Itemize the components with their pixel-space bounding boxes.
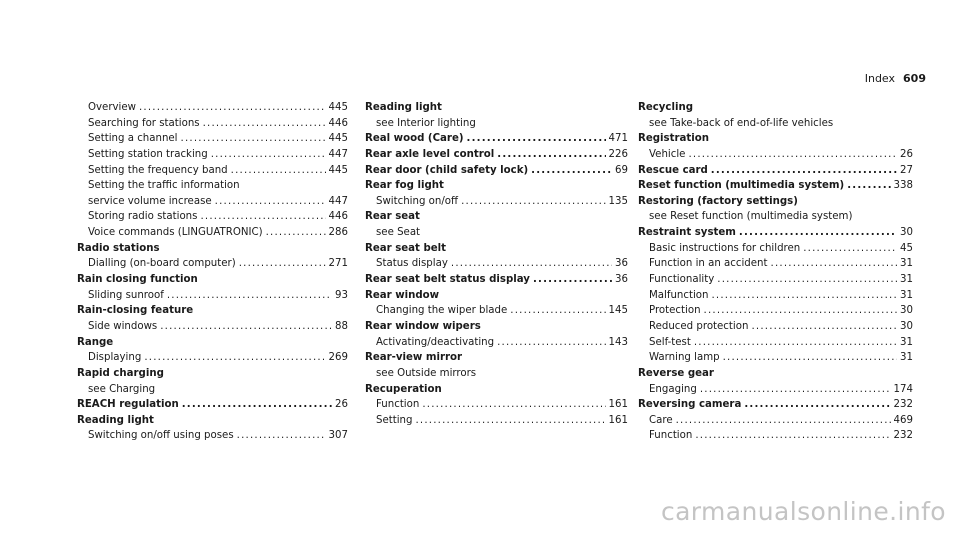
page-reference: 69 — [615, 164, 628, 176]
dot-leader — [461, 194, 605, 210]
entry-label: Rear axle level control — [365, 148, 495, 160]
index-subentry — [638, 428, 913, 444]
page-reference: 269 — [328, 352, 348, 364]
index-entry — [365, 241, 628, 257]
dot-leader — [215, 194, 326, 210]
page-reference: 445 — [328, 102, 348, 113]
index-subentry — [365, 413, 628, 429]
entry-label: Warning lamp — [649, 352, 720, 364]
index-subentry — [77, 288, 348, 304]
index-entry — [638, 366, 913, 382]
page-reference: 31 — [900, 258, 913, 270]
index-subentry — [77, 350, 348, 366]
entry-label: Changing the wiper blade — [376, 305, 508, 317]
index-subentry — [638, 272, 913, 288]
page-reference: 469 — [893, 414, 913, 426]
page-reference: 135 — [608, 195, 628, 207]
entry-label: Function — [649, 430, 693, 442]
dot-leader — [211, 147, 326, 163]
page-reference: 447 — [328, 195, 348, 207]
dot-leader — [531, 163, 612, 179]
index-entry — [77, 303, 348, 319]
entry-label: see Interior lighting — [376, 117, 476, 129]
page-reference: 226 — [608, 148, 628, 160]
dot-leader — [160, 319, 332, 335]
index-subentry — [77, 382, 348, 398]
index-entry — [77, 366, 348, 382]
index-subentry — [77, 178, 348, 194]
entry-label: Protection — [649, 305, 701, 317]
entry-label: Self-test — [649, 336, 691, 348]
index-entry — [638, 100, 913, 116]
entry-label: Radio stations — [77, 242, 160, 254]
index-subentry — [77, 131, 348, 147]
index-subentry — [77, 209, 348, 225]
page-reference: 27 — [900, 164, 913, 176]
index-entry — [77, 272, 348, 288]
entry-label: Setting the traffic information — [88, 180, 240, 192]
entry-label: Range — [77, 336, 114, 348]
entry-label: Reduced protection — [649, 320, 749, 332]
page-reference: 31 — [900, 289, 913, 301]
entry-label: see Charging — [88, 383, 156, 395]
index-subentry — [638, 209, 913, 225]
page-header — [865, 72, 926, 86]
entry-label: Side windows — [88, 320, 158, 332]
entry-label: Rescue card — [638, 164, 708, 176]
entry-label: Rear seat belt status display — [365, 274, 530, 286]
index-column-1 — [77, 100, 348, 444]
entry-label: Rear window wipers — [365, 320, 481, 332]
index-subentry — [77, 256, 348, 272]
index-subentry — [77, 428, 348, 444]
index-subentry — [365, 194, 628, 210]
dot-leader — [533, 272, 612, 288]
entry-label: Reading light — [77, 414, 154, 426]
index-subentry — [77, 194, 348, 210]
entry-label: see Take-back of end-of-life vehicles — [649, 117, 834, 129]
entry-label: Storing radio stations — [88, 211, 198, 223]
index-entry — [638, 194, 913, 210]
index-subentry — [638, 413, 913, 429]
index-subentry — [77, 100, 348, 116]
index-subentry — [638, 319, 913, 335]
index-entry — [77, 241, 348, 257]
index-subentry — [77, 319, 348, 335]
index-entry — [638, 131, 913, 147]
page-reference: 471 — [608, 133, 628, 145]
index-entry — [365, 100, 628, 116]
index-entry — [365, 382, 628, 398]
entry-label: Rear window — [365, 289, 440, 301]
dot-leader — [200, 209, 325, 225]
entry-label: Rear seat belt — [365, 242, 447, 254]
page-reference: 45 — [900, 242, 913, 254]
index-entry — [77, 413, 348, 429]
entry-label: Switching on/off — [376, 195, 459, 207]
entry-label: Dialling (on-board computer) — [88, 258, 236, 270]
page-reference: 174 — [893, 383, 913, 395]
entry-label: Switching on/off using poses — [88, 430, 234, 442]
page-reference: 30 — [900, 320, 913, 332]
header-title: Index — [864, 72, 896, 85]
page-reference: 447 — [328, 148, 348, 160]
page-reference: 36 — [615, 274, 628, 286]
index-subentry — [638, 241, 913, 257]
entry-label: Rear-view mirror — [365, 352, 463, 364]
index-subentry — [77, 163, 348, 179]
entry-label: Engaging — [649, 383, 697, 395]
entry-label: Voice commands (LINGUATRONIC) — [88, 227, 263, 239]
page-reference: 445 — [328, 164, 348, 176]
dot-leader — [717, 272, 897, 288]
dot-leader — [700, 382, 891, 398]
entry-label: Displaying — [88, 352, 142, 364]
index-entry — [365, 288, 628, 304]
watermark-text: carmanualsonline.info — [660, 497, 946, 526]
entry-label: Recuperation — [365, 383, 442, 395]
entry-label: Rain-closing feature — [77, 305, 194, 317]
dot-leader — [422, 397, 605, 413]
page-reference: 145 — [608, 305, 628, 317]
page-reference: 338 — [893, 180, 913, 192]
index-subentry — [638, 288, 913, 304]
dot-leader — [694, 335, 897, 351]
page-reference: 161 — [608, 399, 628, 411]
entry-label: Setting a channel — [88, 133, 178, 145]
page-number: 609 — [903, 72, 926, 85]
entry-label: Setting — [376, 414, 413, 426]
dot-leader — [744, 397, 890, 413]
dot-leader — [803, 241, 897, 257]
entry-label: Setting the frequency band — [88, 164, 228, 176]
page-reference: 31 — [900, 274, 913, 286]
index-subentry — [77, 116, 348, 132]
index-subentry — [638, 350, 913, 366]
page-reference: 26 — [900, 148, 913, 160]
index-entry — [365, 272, 628, 288]
entry-label: Rear seat — [365, 211, 420, 223]
dot-leader — [771, 256, 898, 272]
page-reference: 161 — [608, 414, 628, 426]
dot-leader — [451, 256, 612, 272]
entry-label: Searching for stations — [88, 117, 200, 129]
entry-label: Recycling — [638, 102, 694, 113]
dot-leader — [497, 335, 605, 351]
dot-leader — [181, 131, 326, 147]
page-reference: 445 — [328, 133, 348, 145]
dot-leader — [237, 428, 326, 444]
index-subentry — [365, 303, 628, 319]
dot-leader — [751, 319, 897, 335]
index-entry — [365, 178, 628, 194]
entry-label: Sliding sunroof — [88, 289, 164, 301]
index-subentry — [638, 116, 913, 132]
page-reference: 30 — [900, 305, 913, 317]
page-reference: 232 — [893, 399, 913, 411]
dot-leader — [711, 288, 897, 304]
index-entry — [365, 319, 628, 335]
dot-leader — [467, 131, 606, 147]
page-reference: 30 — [900, 227, 913, 239]
index-subentry — [365, 225, 628, 241]
entry-label: Setting station tracking — [88, 148, 208, 160]
dot-leader — [676, 413, 891, 429]
index-entry — [365, 147, 628, 163]
page-reference: 31 — [900, 352, 913, 364]
dot-leader — [723, 350, 897, 366]
index-subentry — [77, 147, 348, 163]
index-subentry — [638, 256, 913, 272]
page-reference: 143 — [608, 336, 628, 348]
entry-label: Reading light — [365, 102, 442, 113]
entry-label: Care — [649, 414, 673, 426]
index-subentry — [638, 335, 913, 351]
index-entry — [77, 335, 348, 351]
dot-leader — [139, 100, 326, 116]
index-subentry — [365, 116, 628, 132]
entry-label: Vehicle — [649, 148, 686, 160]
entry-label: Reverse gear — [638, 367, 714, 379]
page-reference: 446 — [328, 117, 348, 129]
entry-label: Rain closing function — [77, 274, 198, 286]
dot-leader — [182, 397, 332, 413]
index-subentry — [365, 397, 628, 413]
index-entry — [365, 131, 628, 147]
entry-label: Rear fog light — [365, 180, 444, 192]
entry-label: Reversing camera — [638, 399, 742, 411]
page-reference: 36 — [615, 258, 628, 270]
index-entry — [638, 225, 913, 241]
index-subentry — [77, 225, 348, 241]
index-entry — [365, 209, 628, 225]
entry-label: Malfunction — [649, 289, 709, 301]
entry-label: Restraint system — [638, 227, 736, 239]
dot-leader — [739, 225, 897, 241]
index-subentry — [365, 366, 628, 382]
index-subentry — [365, 256, 628, 272]
page-reference: 307 — [328, 430, 348, 442]
dot-leader — [497, 147, 605, 163]
dot-leader — [847, 178, 890, 194]
page-reference: 271 — [328, 258, 348, 270]
dot-leader — [711, 163, 897, 179]
entry-label: Overview — [88, 102, 136, 113]
index-entry — [638, 397, 913, 413]
page-reference: 26 — [335, 399, 348, 411]
dot-leader — [231, 163, 326, 179]
dot-leader — [266, 225, 326, 241]
index-entry — [638, 163, 913, 179]
entry-label: Function — [376, 399, 420, 411]
entry-label: service volume increase — [88, 195, 212, 207]
entry-label: Rear door (child safety lock) — [365, 164, 529, 176]
entry-label: Activating/deactivating — [376, 336, 495, 348]
dot-leader — [688, 147, 897, 163]
entry-label: REACH regulation — [77, 399, 179, 411]
index-column-2 — [365, 100, 628, 428]
page-reference: 31 — [900, 336, 913, 348]
entry-label: Registration — [638, 133, 709, 145]
page-reference: 286 — [328, 227, 348, 239]
entry-label: Reset function (multimedia system) — [638, 180, 845, 192]
index-subentry — [365, 335, 628, 351]
index-subentry — [638, 382, 913, 398]
dot-leader — [203, 116, 326, 132]
entry-label: Basic instructions for children — [649, 242, 801, 254]
index-entry — [638, 178, 913, 194]
entry-label: Restoring (factory settings) — [638, 195, 798, 207]
index-entry — [365, 350, 628, 366]
entry-label: Status display — [376, 258, 448, 270]
page-reference: 93 — [335, 289, 348, 301]
entry-label: Rapid charging — [77, 367, 164, 379]
entry-label: see Reset function (multimedia system) — [649, 211, 853, 223]
dot-leader — [239, 256, 326, 272]
entry-label: see Outside mirrors — [376, 367, 477, 379]
page-reference: 88 — [335, 320, 348, 332]
index-entry — [365, 163, 628, 179]
page-reference: 446 — [328, 211, 348, 223]
entry-label: see Seat — [376, 227, 421, 239]
dot-leader — [695, 428, 890, 444]
index-entry — [77, 397, 348, 413]
page-reference: 232 — [893, 430, 913, 442]
entry-label: Function in an accident — [649, 258, 768, 270]
index-subentry — [638, 303, 913, 319]
dot-leader — [167, 288, 332, 304]
index-column-3 — [638, 100, 913, 444]
dot-leader — [415, 413, 605, 429]
dot-leader — [144, 350, 325, 366]
index-subentry — [638, 147, 913, 163]
dot-leader — [510, 303, 605, 319]
entry-label: Functionality — [649, 274, 715, 286]
entry-label: Real wood (Care) — [365, 133, 464, 145]
dot-leader — [704, 303, 897, 319]
